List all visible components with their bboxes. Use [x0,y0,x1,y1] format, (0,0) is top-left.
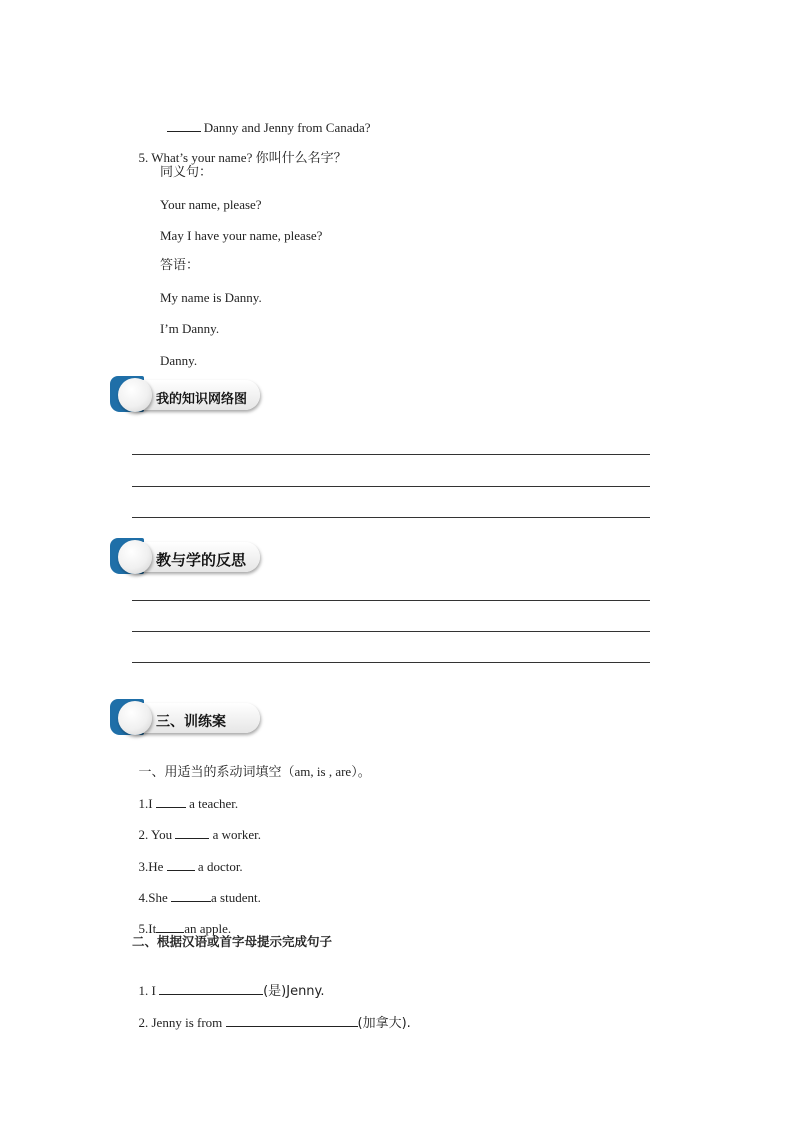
part1-title-c: ）。 [351,765,371,780]
exercise-2-text-a: 2. You [138,827,176,842]
exercise-2 [132,810,261,843]
circle-icon [118,378,152,412]
section-banner-reflection [110,538,270,578]
synonym-label: 同义句： [160,165,213,180]
answer-blank [226,1014,358,1027]
writing-line [132,662,650,663]
part2-exercise-1 [132,966,325,1000]
part1-title [132,748,371,781]
exercise-1-text-a: 1.I [138,796,156,811]
exercise-2-text-b: a worker. [209,827,261,842]
writing-line [132,631,650,632]
answer-blank [175,826,209,839]
section-title: 三、训练案 [156,714,226,730]
exercise-5-text-a: 5.It [138,921,157,936]
question-line-danny-jenny [160,103,371,136]
part2-exercise-2-text-b: (加拿大). [357,1016,411,1031]
section-title: 教与学的反思 [156,551,247,569]
writing-line [132,454,650,455]
answer-blank [156,920,184,933]
synonym-2: May I have your name, please? [160,228,323,243]
writing-line [132,517,650,518]
part2-exercise-2 [132,998,411,1032]
exercise-5 [132,904,231,937]
part2-exercise-2-text-a: 2. Jenny is from [138,1015,226,1030]
part2-exercise-1-text-b: (是)Jenny. [263,984,325,999]
exercise-3-text-a: 3.He [138,859,167,874]
answer-blank [159,982,263,995]
exercise-5-text-b: an apple. [184,921,232,936]
exercise-1-text-b: a teacher. [185,796,239,811]
part2-title: 二、根据汉语或首字母提示完成句子 [132,934,333,949]
part1-title-b: am, is , are [294,764,352,779]
exercise-4-text-a: 4.She [138,890,171,905]
exercise-4-text-b: a student. [211,890,261,905]
writing-line [132,486,650,487]
section-title: 我的知识网络图 [156,392,248,407]
answer-blank [167,858,195,871]
answer-2: I’m Danny. [160,321,220,336]
exercise-3-text-b: a doctor. [194,859,243,874]
question-5-english: 5. What’s your name? [138,150,256,165]
answer-1: My name is Danny. [160,290,262,305]
circle-icon [118,540,152,574]
part1-title-a: 一、用适当的系动词填空（ [138,765,295,780]
synonym-1: Your name, please? [160,197,262,212]
exercise-3 [132,842,243,875]
answer-label: 答语： [160,258,200,273]
answer-3: Danny. [160,353,198,368]
section-banner-training [110,699,270,739]
line-text: Danny and Jenny from Canada? [200,120,371,135]
answer-blank [167,119,201,132]
part2-exercise-1-text-a: 1. I [138,983,160,998]
writing-line [132,600,650,601]
question-5 [132,134,347,167]
exercise-4 [132,873,261,906]
answer-blank [156,795,186,808]
exercise-1 [132,779,238,812]
answer-blank [171,889,211,902]
question-5-chinese: 你叫什么名字？ [255,151,347,166]
circle-icon [118,701,152,735]
section-banner-knowledge-map [110,376,270,416]
